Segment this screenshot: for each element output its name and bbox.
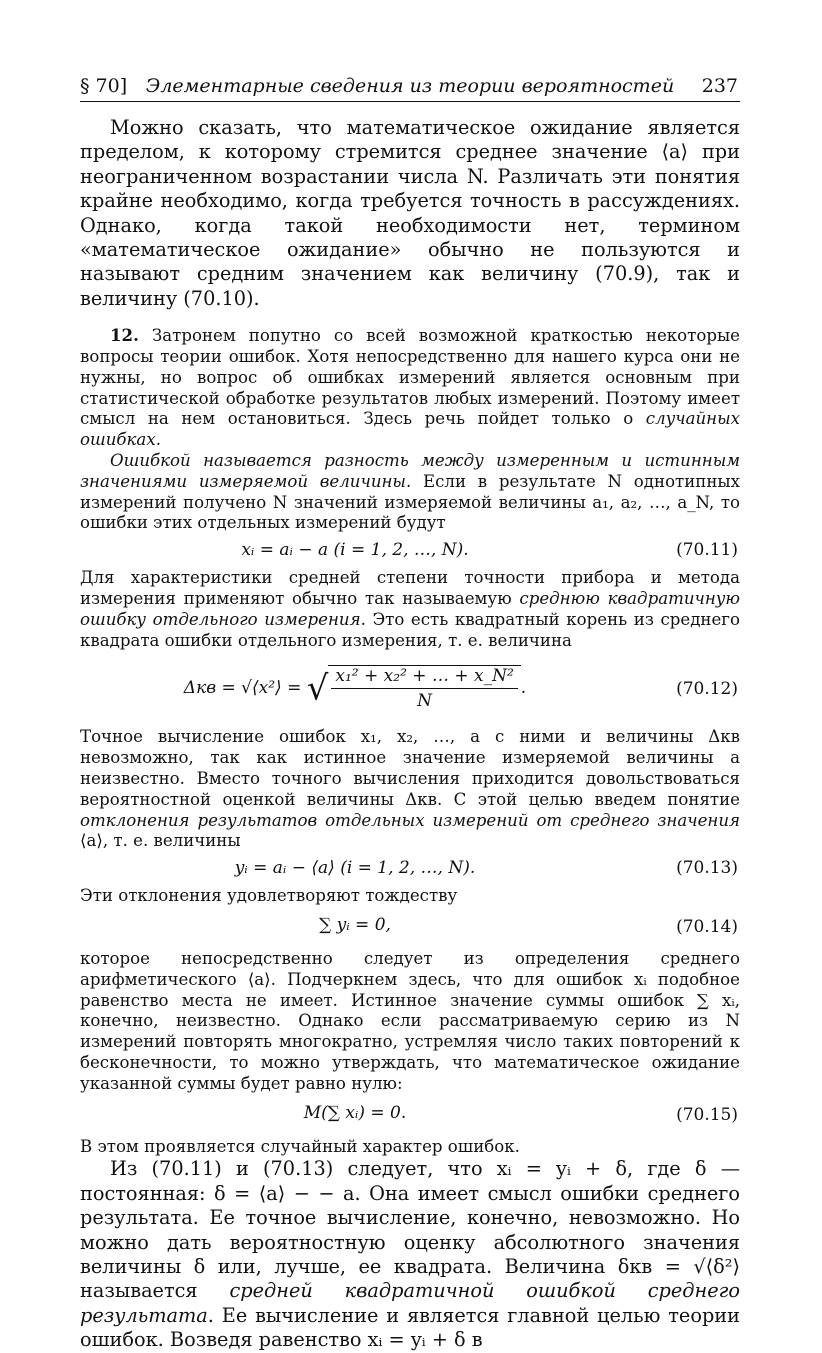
equation-70-12: Δкв = √⟨x²⟩ = √ $\frac{\text{x₁² + x₂² + … + x\_N²}}{N}$ . (70.12) [183,666,738,712]
paragraph-mean-error: Из (70.11) и (70.13) следует, что xᵢ = yᵢ + δ, где δ — постоянная: δ = ⟨a⟩ − − a. Она имеет смысл ошибки среднего результата. Ее точное вычисление, конечно, невозможно. Но можно дать вероятностную оценку абсолютного значения величины δ или, лучше, ее квадрата. Величина δкв = √⟨δ²⟩ называется средней квадратичной ошибкой среднего результата. Ее вычисление и является главной целью теории ошибок. Возведя равенство xᵢ = yᵢ + δ в [80,1157,740,1352]
paragraph-errors-intro: 12. Затронем попутно со всей возможной краткостью некоторые вопросы теории ошибок. Хотя непосредственно для нашего курса они не нужны, но вопрос об ошибках измерений является основным при статистической обработке результатов любых измерений. Поэтому имеет смысл на нем остановиться. Здесь речь пойдет только о случайных ошибках. [80,325,740,450]
item-number: 12. [110,325,139,346]
page-body [80,116,740,1353]
paragraph-random-character: В этом проявляется случайный характер ошибок. [80,1136,520,1156]
equation-70-15: M(∑ xᵢ) = 0. (70.15) [303,1102,738,1125]
running-header [80,73,740,102]
equation-70-13: yᵢ = aᵢ − ⟨a⟩ (i = 1, 2, …, N). (70.13) [234,858,738,879]
paragraph-identity: Эти отклонения удовлетворяют тождеству [80,886,458,906]
equation-70-14: ∑ yᵢ = 0, (70.14) [319,914,738,937]
equation-70-11: xᵢ = aᵢ − a (i = 1, 2, …, N). (70.11) [241,540,738,561]
paragraph-expectation: Можно сказать, что математическое ожидание является пределом, к которому стремится среднее значение ⟨a⟩ при неограниченном возрастании числа N. Различать эти понятия крайне необходимо, когда требуется точность в рассуждениях. Однако, когда такой необходимости нет, термином «математическое ожидание» обычно не пользуются и называют средним значением как величину (70.9), так и величину (70.10). [80,116,740,310]
paragraph-rms-error: Для характеристики средней степени точности прибора и метода измерения применяют обычно так называемую среднюю квадратичную ошибку отдельного измерения. Это есть квадратный корень из среднего квадрата ошибки отдельного измерения, т. е. величина [80,568,741,650]
paragraph-error-definition: Ошибкой называется разность между измеренным и истинным значениями измеряемой величины. Если в результате N однотипных измерений получено N значений измеряемой величины a₁, a₂, …, a_N, то ошибки этих отдельных измерений будут [80,451,740,533]
section-number: § 70] [80,75,128,97]
page-number: 237 [701,75,738,97]
paragraph-deviations: Точное вычисление ошибок x₁, x₂, …, а с ними и величины Δкв невозможно, так как истинное значение измеряемой величины a неизвестно. Вместо точного вычисления приходится довольствоваться вероятностной оценкой величины Δкв. С этой целью введем понятие отклонения результатов отдельных измерений от среднего значения ⟨a⟩, т. е. величины [80,727,740,851]
running-title: Элементарные сведения из теории вероятностей [145,75,675,97]
paragraph-sum-errors: которое непосредственно следует из определения среднего арифметического ⟨a⟩. Подчеркнем здесь, что для ошибок xᵢ подобное равенство места не имеет. Истинное значение суммы ошибок ∑ xᵢ, конечно, неизвестно. Однако если рассматриваемую серию из N измерений повторять многократно, устремляя число таких повторений к бесконечности, то можно утверждать, что математическое ожидание указанной суммы будет равно нулю: [80,948,740,1093]
